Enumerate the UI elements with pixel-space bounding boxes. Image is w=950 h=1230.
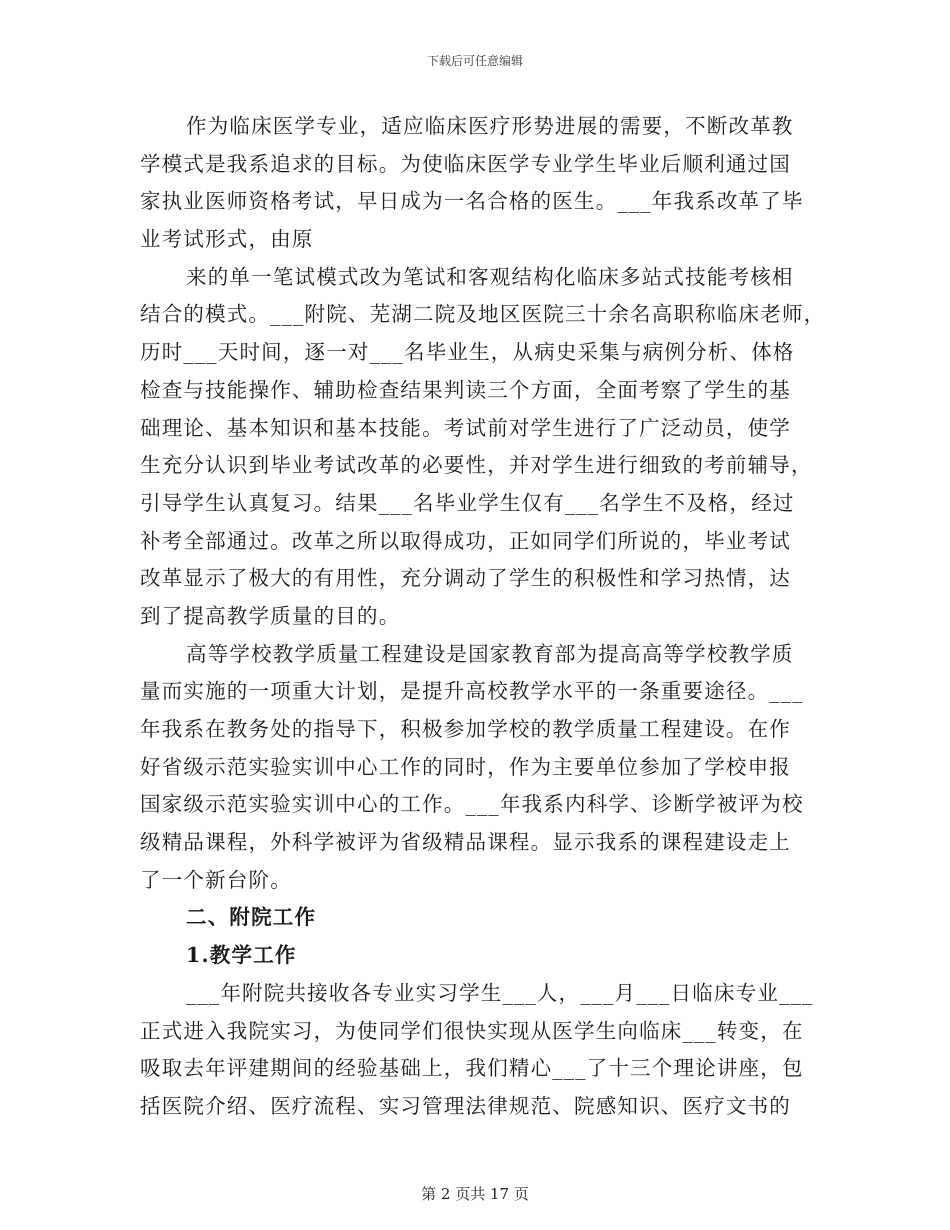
text-line: 家执业医师资格考试，早日成为一名合格的医生。___年我系改革了毕	[140, 189, 804, 214]
text-line: 来的单一笔试模式改为笔试和客观结构化临床多站式技能考核相	[186, 264, 794, 289]
text-line: 学模式是我系追求的目标。为使临床医学专业学生毕业后顺利通过国	[140, 151, 791, 176]
page-header: 下载后可任意编辑	[426, 54, 523, 68]
text-line: 到了提高教学质量的目的。	[140, 603, 401, 628]
text-line: 检查与技能操作、辅助检查结果判读三个方面，全面考察了学生的基	[140, 377, 791, 402]
text-line: 业考试形式，由原	[140, 227, 314, 252]
text-line: 级精品课程，外科学被评为省级精品课程。显示我系的课程建设走上	[140, 830, 791, 855]
text-line: 量而实施的一项重大计划，是提升高校教学水平的一条重要途径。___	[140, 679, 804, 704]
text-line: 补考全部通过。改革之所以取得成功，正如同学们所说的，毕业考试	[140, 528, 791, 553]
document-body	[140, 108, 826, 1126]
text-line: 正式进入我院实习，为使同学们很快实现从医学生向临床___转变，在	[140, 1018, 804, 1043]
text-line: ___年附院共接收各专业实习学生___人，___月___日临床专业___	[186, 980, 814, 1005]
text-line: 作为临床医学专业，适应临床医疗形势进展的需要，不断改革教	[186, 114, 794, 138]
text-line: 吸取去年评建期间的经验基础上，我们精心___了十三个理论讲座，包	[140, 1056, 804, 1081]
text-line: 引导学生认真复习。结果___名毕业学生仅有___名学生不及格，经过	[140, 490, 795, 515]
text-line: 础理论、基本知识和基本技能。考试前对学生进行了广泛动员，使学	[140, 415, 791, 440]
section-heading: 1.教学工作	[186, 943, 297, 968]
text-line: 了一个新台阶。	[140, 867, 292, 892]
section-heading: 二、附院工作	[186, 905, 317, 930]
text-line: 改革显示了极大的有用性，充分调动了学生的积极性和学习热情，达	[140, 566, 791, 591]
page-number-footer: 第 2 页共 17 页	[421, 1185, 529, 1203]
text-line: 好省级示范实验实训中心工作的同时，作为主要单位参加了学校申报	[140, 754, 791, 779]
text-line: 国家级示范实验实训中心的工作。___年我系内科学、诊断学被评为校	[140, 792, 804, 817]
text-line: 高等学校教学质量工程建设是国家教育部为提高高等学校教学质	[186, 641, 794, 666]
text-line: 历时___天时间，逐一对___名毕业生，从病史采集与病例分析、体格	[140, 340, 795, 365]
text-line: 年我系在教务处的指导下，积极参加学校的教学质量工程建设。在作	[140, 717, 791, 741]
text-line: 生充分认识到毕业考试改革的必要性，并对学生进行细致的考前辅导，	[140, 453, 813, 478]
text-line: 结合的模式。___附院、芜湖二院及地区医院三十余名高职称临床老师，	[140, 302, 826, 327]
text-line: 括医院介绍、医疗流程、实习管理法律规范、院感知识、医疗文书的	[140, 1093, 791, 1118]
